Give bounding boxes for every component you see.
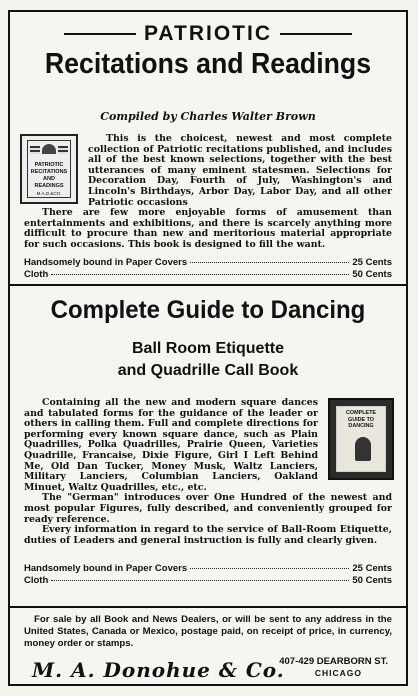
dancing-paragraph-2: The "German" introduces over One Hundred of the newest and most popular Figures, fully described, and conveniently grouped for ready reference. bbox=[24, 492, 392, 525]
dancing-description bbox=[24, 398, 392, 546]
dancing-subtitle-1: Ball Room Etiquette bbox=[131, 340, 284, 357]
price-label: Cloth bbox=[24, 269, 49, 280]
price-label: Handsomely bound in Paper Covers bbox=[24, 257, 188, 268]
compiled-by: Compiled by Charles Walter Brown bbox=[100, 110, 316, 123]
advertisement-page bbox=[8, 10, 408, 686]
patriotic-section bbox=[10, 12, 406, 284]
publisher-name: M. A. Donohue & Co. bbox=[32, 658, 285, 682]
patriotic-paragraph-1: This is the choicest, newest and most complete collection of Patriotic recitations published, and includes all of the best known selections, together with the best utterances of many eminent statesmen. Selections for Decoration Day, Fourth of July, Washington's and Lincoln's Birthdays, Arbor Day, Labor Day, and all other Patriotic occasions bbox=[88, 133, 392, 208]
publisher-city: CHICAGO bbox=[314, 668, 362, 678]
dancing-paragraph-3: Every information in regard to the service of Ball-Room Etiquette, duties of Leaders and general instruction is fully and clearly given. bbox=[24, 524, 392, 546]
price-value: 25 Cents bbox=[352, 257, 392, 268]
price-label: Cloth bbox=[24, 575, 49, 586]
book-cover-publisher: M.A.D.&CO. bbox=[36, 191, 62, 196]
patriotic-price-cloth bbox=[24, 269, 392, 280]
patriotic-heading bbox=[10, 22, 406, 46]
price-value: 25 Cents bbox=[352, 563, 392, 574]
dot-leader bbox=[190, 568, 349, 569]
patriotic-heading-text: PATRIOTIC bbox=[143, 22, 273, 45]
footer-section bbox=[10, 606, 406, 686]
dancing-price-paper bbox=[24, 563, 392, 574]
dancing-title: Complete Guide to Dancing bbox=[50, 296, 366, 324]
patriotic-price-paper bbox=[24, 257, 392, 268]
heading-rule-left bbox=[64, 33, 136, 35]
patriotic-description bbox=[24, 134, 392, 251]
sale-notice: For sale by all Book and News Dealers, or will be sent to any address in the United States, Canada or Mexico, postage paid, on receipt of price, in currency, money order or stamps. bbox=[24, 614, 392, 649]
dot-leader bbox=[51, 274, 349, 275]
price-value: 50 Cents bbox=[352, 269, 392, 280]
patriotic-title: Recitations and Readings bbox=[44, 48, 372, 80]
publisher-address: 407-429 DEARBORN ST. bbox=[279, 656, 388, 667]
book-cover-title: COMPLETE GUIDE TO DANCING bbox=[346, 410, 376, 429]
patriotic-paragraph-2: There are few more enjoyable forms of amusement than entertainments and exhibitions, and there is scarcely anything more difficult to procure than new and meritorious material appropriate for such occasions. This book is designed to fill the want. bbox=[24, 207, 392, 250]
dancing-subtitle-2: and Quadrille Call Book bbox=[117, 362, 299, 379]
book-cover-title: PATRIOTIC RECITATIONS AND READINGS bbox=[30, 162, 68, 189]
price-label: Handsomely bound in Paper Covers bbox=[24, 563, 188, 574]
dancing-section bbox=[10, 284, 406, 606]
dancing-paragraph-1: Containing all the new and modern square dances and tabulated forms for the guidance of the leader or others in calling them. Full and complete directions for performing every known square dance, such as Plain Quadrilles, Polka Quadrilles, Prairie Queen, Varieties Quadrille, Francaise, Dixie Figure, Girl I Left Behind Me, Old Dan Tucker, Money Musk, Waltz Lanciers, Military Lanciers, Columbian Lanciers, Oakland Minuet, Waltz Quadrilles, etc., etc. bbox=[24, 397, 318, 493]
price-value: 50 Cents bbox=[352, 575, 392, 586]
heading-rule-right bbox=[280, 33, 352, 35]
dot-leader bbox=[190, 262, 349, 263]
dancing-price-cloth bbox=[24, 575, 392, 586]
dot-leader bbox=[51, 580, 349, 581]
